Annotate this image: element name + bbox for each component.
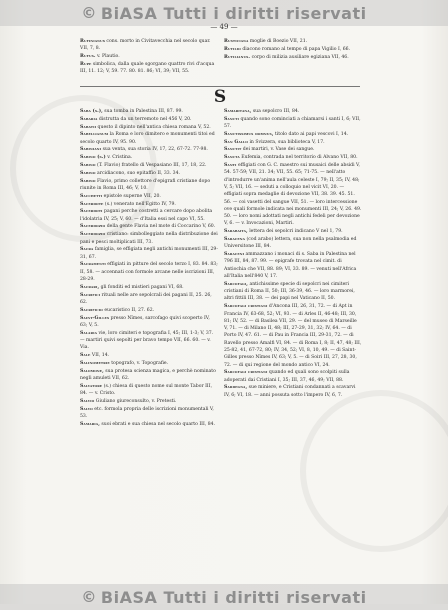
entry-headword: Sale — [80, 353, 91, 358]
index-entry — [224, 116, 362, 131]
entry-headword: Saint-Gilles — [80, 315, 110, 321]
entry-headword: Sancta — [224, 155, 240, 161]
entry-headword: Salvatore — [80, 383, 103, 389]
index-entry — [80, 162, 218, 169]
entry-headword: Sabino — [80, 163, 96, 169]
index-entry — [80, 53, 218, 60]
entry-text: moglie di Boezio VII, 21. — [248, 39, 308, 44]
entry-text: pagani perche costretti a cercare dopo abolita l'idolatria IV, 25; V, 60. — d'Italia essi nel capo VI, 55. — [80, 209, 213, 222]
entry-text: sue miniere, e Cristiani condannati a scavarvi IV, 6; VI, 18. — anni possuta sotto l'impero IV, 6, 7. — [224, 385, 356, 398]
page-number: — 49 — — [210, 23, 238, 31]
entry-headword: Sacramenti — [80, 262, 106, 268]
entry-headword: Sarcofagi cristiani — [224, 304, 268, 310]
entry-text: Giuliano giureconsulto, v. Pretesti. — [94, 398, 177, 404]
entry-text: VII, 14. — [90, 353, 110, 358]
index-entry — [224, 146, 362, 153]
index-entry — [80, 116, 218, 123]
entry-headword: Sanctit — [224, 147, 242, 153]
entry-text: sua venta, sua storia IV, 17, 22, 67-72. 77-98. — [101, 147, 208, 153]
entry-text: famiglia, se effigiata negli antichi monumenti III, 29-31, 67. — [80, 247, 218, 260]
entry-headword: Salaria — [80, 330, 98, 336]
index-entry — [80, 352, 218, 359]
index-entry — [224, 131, 362, 138]
entry-text: corpo di milizia ausiliare egiziana VII, 46. — [250, 54, 349, 60]
entry-text: Eufemia, contrada nel territorio di Alvano VII, 80. — [239, 155, 358, 161]
index-entry — [80, 170, 218, 177]
index-entry — [80, 398, 218, 405]
index-entry — [224, 281, 362, 303]
index-entry — [80, 131, 218, 146]
entry-headword: Sanctissimus domnus, — [224, 131, 274, 137]
entry-headword: Sarabaita, — [224, 229, 248, 235]
entry-headword: Sabino — [80, 170, 96, 176]
index-entry — [80, 284, 218, 291]
index-entry — [224, 228, 362, 235]
entry-headword: Sacrifici — [80, 292, 101, 298]
entry-text: vie, loro cimiteri e topografia I, 45; III, 1-3; V, 37. — martiri quivi sepolti per bravo tempo VII, 66. 60. — v. Via. — [80, 330, 214, 351]
entry-headword: Salvio — [80, 398, 95, 404]
entry-text: questo il dipinto nell'antica chiesa romana V, 52. — [96, 124, 211, 130]
index-entry — [80, 193, 218, 200]
entry-headword: Rupe — [80, 61, 92, 67]
index-entry — [80, 330, 218, 352]
index-entry — [80, 261, 218, 283]
index-entry — [80, 307, 218, 314]
entry-text: suoi ebrati e sua chiesa nel secolo quarto III, 84. — [99, 421, 216, 427]
copyright-banner-bottom — [0, 584, 448, 610]
entry-text: eucaristico II, 27. 62. — [102, 307, 155, 313]
entry-headword: Sabatii — [80, 124, 97, 130]
lower-left-column — [80, 108, 218, 428]
entry-headword: Sacerdote — [80, 201, 104, 207]
entry-headword: Samaria, — [80, 421, 100, 427]
entry-headword: San Gallo — [224, 139, 248, 145]
entry-headword: Rutilianus. — [224, 54, 251, 60]
index-entry — [80, 292, 218, 307]
entry-text: gli fonditi ed mistieri pagani VI, 68. — [99, 284, 184, 290]
entry-text: antichissime specie di sepolcri nei cimiteri cristiani di Roma II, 50; III, 36-39, 46. — loro marmorei, altri fittili III, 38. — dei papi nel Vaticano II, 50. — [224, 281, 355, 302]
copyright-text: BiASA Tutti i diritti riservati — [100, 3, 367, 23]
entry-headword: Sacrari, — [80, 284, 100, 290]
entry-headword: Sacrificio — [80, 307, 103, 313]
seal-watermark-right — [300, 390, 448, 552]
entry-text: sua tomba in Palestina III, 87. 99. — [102, 109, 183, 114]
entry-text: arcidiacono, suo epitaffio II, 33. 34. — [95, 170, 180, 176]
entry-headword: Sardegna, — [224, 385, 248, 391]
entry-headword: Sacra — [80, 247, 94, 253]
entry-text: della gente Flavia nel mote di Coccarino V, 60. — [105, 224, 216, 230]
index-entry — [80, 61, 218, 76]
entry-text: d'Ancona III, 26, 31, 72. — di Apt in Francia IV, 63-68, 52; VI, 93. — di Arles II, 46-48; III, 30, 81; IV, 52. — di Basilea VII, 29. — del museo di Marseille V, 71. — di Milano II, 48; III, 27-29, 31, 32; IV, 64. — di Porto IV, 47. 61. — di Pau in Francia III, 29-31, 72. — di Ravello presso Amalfi VI, 84. — di Roma I, 8; II, 47, 48; III, 25-82, 41, 67-72, 80; IV, 34, 52; VI, 8, 10, 49. — di Saint-Gilles presso Nîmes IV, 63; V, 5. — di Soiri III, 27, 28, 30, 72. — di qui regione del mondo antico VI, 24. — [224, 304, 362, 368]
index-entry — [224, 154, 362, 161]
entry-headword: Sabino (s.) — [80, 155, 106, 161]
entry-text: effigiati con G. C. maestro sui musaici delle absidi V, 54. 57-59; VII, 21. 34; VII, 55. 65; 71-75. — nell'atto d'introdurre un'anima nell'aula celeste I, 79; II, 35; IV, 48; V, 5; VII, 16. — seduti a colloquio nel vicit VI, 20. — effigiati sopra medaglie di devozione VII, 38. 39. 45. 51. 56. — coi vasetti del sangue VII, 51. — loro intercessione ove quali formole indicata nei monumenti III, 24; V, 26. 49. 50. — loro nomi adottati negli antichi fedeli per devozione V, 6. — v. Invocazioni, Martiri. — [224, 163, 362, 227]
entry-headword: Samaritana, — [224, 109, 252, 114]
entry-headword: Salvo — [80, 406, 93, 412]
index-entry — [80, 246, 218, 261]
entry-text: lettera dei sepolcri indicano V nel 1, 79. — [247, 229, 343, 235]
copyright-icon: © — [81, 588, 97, 606]
entry-text: presso Nîmes, sarcofago quivi scoperto IV, 63; V, 5. — [80, 315, 210, 328]
entry-text: (cod arabo) lettera, sua non nella psalmodia ed Universitone III, 84. — [224, 237, 357, 250]
entry-text: Flavio, primo collettore d'epigrafi cristiane dopo riunite in Roma III, 46; V, 10. — [80, 178, 211, 191]
entry-text: simbolica, dalla quale sgorgano quattro rivi d'acqua III, 11. 12; V, 59. 77. 80. 81. 86; VI, 39; VII, 55. — [80, 61, 215, 75]
copyright-icon: © — [81, 4, 97, 22]
index-entry — [224, 369, 362, 384]
index-entry — [80, 368, 218, 383]
index-entry — [224, 384, 362, 399]
index-entry — [80, 231, 218, 246]
entry-text: diacono romano al tempo di papa Vigilio I, 66. — [240, 46, 351, 52]
index-entry — [224, 162, 362, 228]
index-entry — [80, 406, 218, 421]
index-entry — [80, 38, 218, 53]
entry-headword: Sacerdozio — [80, 232, 106, 238]
entry-headword: Rutilio — [224, 46, 241, 52]
entry-headword: Sarcofagi, — [224, 281, 248, 287]
entry-text: topografo, v. Topografie. — [109, 360, 169, 366]
entry-text: (T. Flavio) fratello di Vespasiano III, 17, 18, 22. — [95, 163, 207, 169]
entry-text: rituali nelle are sepolcrali dei pagani II, 25. 26, 62. — [80, 292, 212, 305]
entry-headword: Santi — [224, 163, 237, 169]
entry-headword: Sacerdozio — [80, 224, 106, 230]
index-entry — [80, 124, 218, 131]
index-entry — [80, 146, 218, 153]
entry-text: v. Plautio. — [95, 54, 120, 60]
entry-headword: Sacerdoti — [80, 209, 103, 215]
entry-text: distrutta da un terremoto nel 456 V, 20. — [97, 116, 192, 122]
entry-headword: Rufinianus — [80, 39, 105, 44]
upper-right-column — [224, 38, 362, 61]
entry-text: titolo dato ai papi vescovi I, 14. — [273, 131, 349, 137]
entry-headword: Saracena — [224, 237, 246, 243]
entry-headword: Sabellianum — [80, 132, 109, 138]
entry-headword: Saba (s.), — [80, 109, 103, 114]
entry-headword: Sabiniani — [80, 147, 102, 153]
index-entry — [224, 38, 362, 45]
lower-right-column — [224, 108, 362, 400]
entry-headword: Sacchetti — [80, 193, 103, 199]
entry-headword: Sabaria — [80, 116, 98, 122]
entry-text: quando sono cominciati a chiamarsi i santi I, 6; VII, 57. — [224, 116, 361, 130]
index-entry — [80, 201, 218, 208]
entry-text: cristiano: simbolleggiato nella distribuzione dei pani e pesci moltiplicati III, 73. — [80, 232, 218, 245]
index-entry — [80, 360, 218, 367]
entry-headword: Salomone, — [80, 368, 104, 374]
entry-headword: Salinometrie — [80, 360, 110, 366]
entry-text: epistole superne VII, 20. — [102, 193, 161, 199]
entry-text: quando ed quali sono scolpiti sulla adoperati dai Cristiani I, 35; III, 37, 46, 49; VII, 88. — [224, 370, 350, 383]
index-entry — [224, 236, 362, 251]
entry-text: ammazzano i monaci di s. Saba in Palestina nel 796 III, 84, 87. 99. — epigrafe trovata nel cimit. di Antiochia che VII, 88. 89; VI, 33. 89. — venuti nell'Africa all'Italia nell'840 V, 17. — [224, 252, 357, 280]
entry-headword: Sabino — [80, 178, 96, 184]
index-entry — [80, 315, 218, 330]
index-entry — [80, 208, 218, 223]
section-letter: S — [213, 87, 227, 107]
index-entry — [224, 46, 362, 53]
entry-text: cons. morto in Civitavecchia nel secolo quar. VII, 7, 8. — [80, 39, 211, 52]
entry-text: etc. formola propria delle iscrizioni monumentali V, 53. — [80, 406, 214, 419]
index-entry — [80, 421, 218, 428]
index-entry — [224, 54, 362, 61]
index-entry — [80, 154, 218, 161]
entry-text: effigiati in pitture del secolo terzo I, 83. 84. 83; II, 58. — accennati con formole arcane nelle iscrizioni III, 28-29. — [80, 262, 218, 283]
entry-headword: Sarcofagi cristiani — [224, 370, 268, 376]
index-entry — [224, 251, 362, 280]
index-entry — [80, 178, 218, 193]
upper-left-column — [80, 38, 218, 76]
index-entry — [80, 223, 218, 230]
index-entry — [224, 303, 362, 369]
entry-headword: Sancti — [224, 116, 240, 122]
index-entry — [80, 383, 218, 398]
copyright-text: BiASA Tutti i diritti riservati — [100, 587, 367, 607]
index-entry — [80, 108, 218, 115]
entry-text: sua sepolcro III, 84. — [251, 109, 300, 114]
entry-headword: Rusticiana — [224, 39, 249, 44]
entry-text: (s.) venerato nell'Egitto IV, 79. — [103, 201, 176, 207]
entry-headword: Saraceni — [224, 252, 245, 258]
index-entry — [224, 108, 362, 115]
entry-text: (s.) chiesa di questo nome sul monte Tabor III, 84. — v. Cristo. — [80, 383, 213, 396]
entry-text: v. Cristina. — [105, 155, 133, 161]
entry-text: dei martiri, v. Vase dei sangue. — [241, 147, 315, 153]
entry-headword: Rufus. — [80, 54, 96, 60]
entry-text: la Roma e loro dimitero e monumenti titoi ed secolo quarto IV, 95. 90. — [80, 132, 215, 145]
entry-text: in Svizzera, sua biblioteca V, 17. — [247, 139, 325, 145]
index-entry — [224, 139, 362, 146]
entry-text: sua protesa scienza magica, e perchè nominato negli amuleti VII, 62. — [80, 368, 216, 381]
